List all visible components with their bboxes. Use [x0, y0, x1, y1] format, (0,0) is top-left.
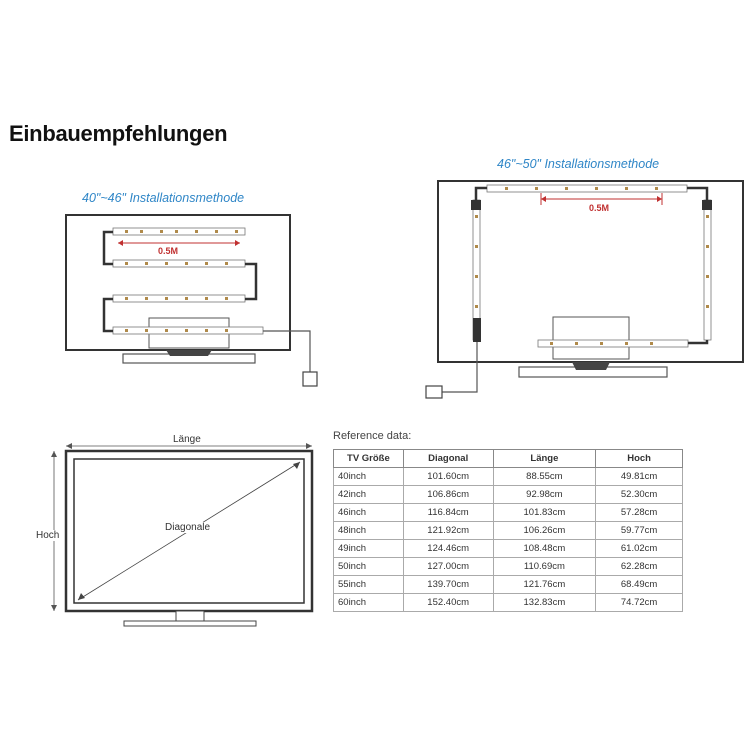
dimension-tv: [51, 443, 312, 626]
table-cell: 121.92cm: [403, 522, 493, 540]
strip-connector: [702, 200, 712, 210]
left-diagram-caption: 40"~46" Installationsmethode: [82, 191, 245, 205]
table-cell: 62.28cm: [596, 558, 683, 576]
table-cell: 61.02cm: [596, 540, 683, 558]
reference-title: Reference data:: [333, 430, 412, 442]
table-row: [334, 558, 683, 576]
right-tv-bracket: [553, 317, 629, 359]
table-cell: 116.84cm: [403, 504, 493, 522]
column-header: TV Größe: [334, 450, 404, 468]
table-cell: 124.46cm: [403, 540, 493, 558]
page-title: Einbauempfehlungen: [9, 121, 228, 146]
led-strip: [538, 340, 688, 347]
table-cell: 74.72cm: [596, 594, 683, 612]
height-label: Hoch: [36, 530, 60, 541]
width-label: Länge: [173, 434, 201, 445]
table-cell: 110.69cm: [493, 558, 596, 576]
table-cell: 68.49cm: [596, 576, 683, 594]
right-diagram-caption: 46"~50" Installationsmethode: [497, 157, 660, 171]
table-cell: 49.81cm: [596, 468, 683, 486]
table-cell: 52.30cm: [596, 486, 683, 504]
table-header-row: [334, 450, 683, 468]
table-cell: 46inch: [334, 504, 404, 522]
table-cell: 55inch: [334, 576, 404, 594]
right-spacing-label: 0.5M: [589, 203, 610, 213]
table-cell: 88.55cm: [493, 468, 596, 486]
table-row: [334, 540, 683, 558]
diagonal-label: Diagonale: [165, 522, 211, 533]
table-cell: 50inch: [334, 558, 404, 576]
led-strip: [113, 260, 245, 267]
table-cell: 152.40cm: [403, 594, 493, 612]
table-row: [334, 468, 683, 486]
usb-plug-icon: [303, 372, 317, 386]
led-strip: [704, 200, 711, 340]
table-cell: 132.83cm: [493, 594, 596, 612]
reference-table: [333, 449, 683, 612]
left-spacing-label: 0.5M: [158, 246, 179, 256]
table-cell: 92.98cm: [493, 486, 596, 504]
table-cell: 121.76cm: [493, 576, 596, 594]
table-cell: 106.26cm: [493, 522, 596, 540]
table-row: [334, 576, 683, 594]
led-strip: [113, 228, 245, 235]
usb-plug-icon: [426, 386, 442, 398]
column-header: Hoch: [596, 450, 683, 468]
table-cell: 40inch: [334, 468, 404, 486]
column-header: Diagonal: [403, 450, 493, 468]
led-strip: [113, 295, 245, 302]
table-row: [334, 504, 683, 522]
dimension-tv-base: [124, 621, 256, 626]
column-header: Länge: [493, 450, 596, 468]
table-cell: 139.70cm: [403, 576, 493, 594]
right-tv-neck: [572, 362, 610, 370]
led-strip: [487, 185, 687, 192]
table-cell: 106.86cm: [403, 486, 493, 504]
table-cell: 108.48cm: [493, 540, 596, 558]
strip-connector: [471, 200, 481, 210]
table-row: [334, 522, 683, 540]
led-strip: [113, 327, 263, 334]
table-cell: 59.77cm: [596, 522, 683, 540]
table-cell: 48inch: [334, 522, 404, 540]
table-cell: 42inch: [334, 486, 404, 504]
table-cell: 57.28cm: [596, 504, 683, 522]
table-row: [334, 486, 683, 504]
table-cell: 60inch: [334, 594, 404, 612]
strip-controller: [473, 318, 481, 342]
table-cell: 49inch: [334, 540, 404, 558]
table-cell: 101.83cm: [493, 504, 596, 522]
table-cell: 127.00cm: [403, 558, 493, 576]
table-row: [334, 594, 683, 612]
table-cell: 101.60cm: [403, 468, 493, 486]
left-tv-neck: [166, 350, 212, 356]
